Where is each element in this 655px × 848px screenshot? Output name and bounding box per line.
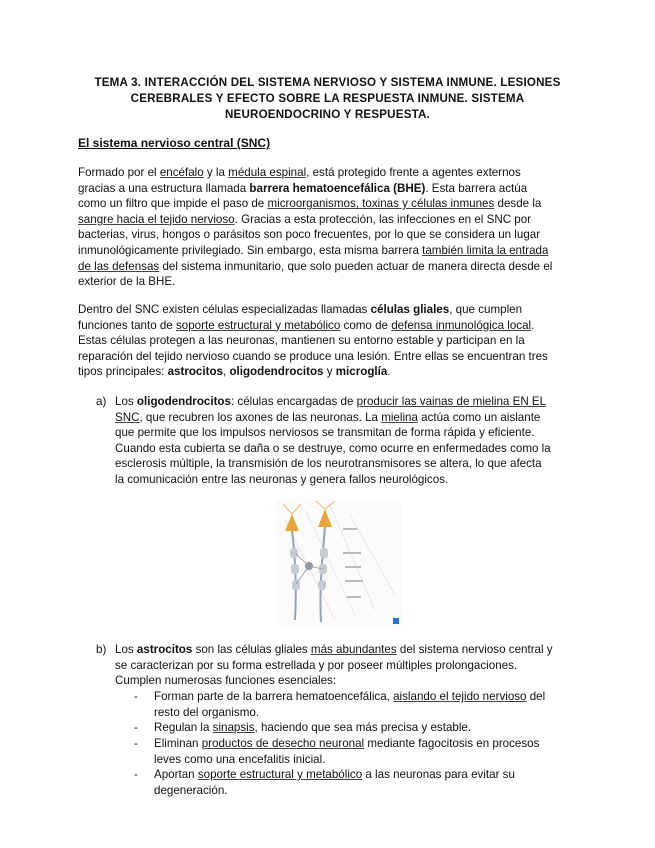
text-line: exterior de la BHE.: [78, 275, 176, 289]
sub-item: [154, 767, 515, 798]
text-line: SNC, que recubren los axones de las neuronas. La mielina actúa como un aislante: [115, 410, 541, 424]
text-line: Forman parte de la barrera hematoencefálica, aislando el tejido nervioso del: [154, 690, 546, 703]
oligodendrocyte-illustration: [275, 500, 402, 626]
neuron-diagram-image: [275, 500, 402, 626]
text-line: de las defensas del sistema inmunitario, que solo pueden actuar de manera directa desde el: [78, 259, 553, 273]
document-title: [82, 75, 573, 123]
underlined-term: más abundantes: [310, 643, 397, 656]
text-line: sangre hacia el tejido nervioso. Gracias a esta protección, las infecciones en el SNC por: [78, 212, 532, 226]
dash-marker: -: [134, 690, 138, 703]
list-marker: b): [96, 643, 107, 656]
text-line: Formado por el encéfalo y la médula espinal, está protegido frente a agentes externos: [78, 166, 521, 179]
title-line: NEUROENDOCRINO Y RESPUESTA.: [224, 108, 431, 121]
sub-item: [154, 736, 539, 767]
paragraph-bhe: [78, 165, 578, 290]
underlined-term: médula espinal: [228, 166, 307, 179]
underlined-term: producir las vainas de mielina EN EL: [356, 395, 547, 408]
bold-term: barrera hematoencefálica (BHE): [249, 181, 426, 195]
underlined-term: sinapsis: [212, 721, 255, 734]
bold-term: oligodendrocitos: [229, 365, 324, 379]
text-line: Los astrocitos son las células gliales más abundantes del sistema nervioso central y: [115, 643, 553, 656]
section-heading: El sistema nervioso central (SNC): [78, 136, 271, 150]
title-line: TEMA 3. INTERACCIÓN DEL SISTEMA NERVIOSO Y SISTEMA INMUNE. LESIONES: [94, 76, 561, 89]
text-line: se caracterizan por su forma estrellada y por poseer múltiples prolongaciones.: [115, 658, 518, 672]
text-line: Los oligodendrocitos: células encargadas de producir las vainas de mielina EN EL: [115, 395, 547, 408]
dash-marker: -: [134, 768, 138, 781]
text-line: bacterias, virus, hongos o parásitos son poco frecuentes, por lo que se considera un lugar: [78, 228, 541, 242]
title-line: CEREBRALES Y EFECTO SOBRE LA RESPUESTA INMUNE. SISTEMA: [130, 92, 525, 105]
text-line: Cuando esta cubierta se daña o se destruye, como ocurre en enfermedades como la: [115, 441, 551, 455]
text-line: resto del organismo.: [154, 705, 260, 719]
text-line: Eliminan productos de desecho neuronal mediante fagocitosis en procesos: [154, 737, 540, 750]
paragraph-glia: [78, 302, 578, 380]
underlined-term: soporte estructural y metabólico: [175, 318, 341, 332]
text-line: reparación del tejido nervioso cuando se produce una lesión. Entre ellas se encuentran tres: [78, 349, 548, 363]
underlined-term: también limita la entrada: [422, 243, 549, 257]
text-line: la comunicación entre las neuronas y genera fallos neurológicos.: [115, 472, 449, 486]
sub-item: [154, 720, 471, 736]
text-line: leves como una encefalitis inicial.: [154, 752, 326, 766]
underlined-term: microorganismos, toxinas y células inmunes: [267, 197, 495, 211]
underlined-term: defensa inmunológica local: [391, 318, 532, 332]
underlined-term: SNC: [115, 410, 140, 424]
text-line: tipos principales: astrocitos, oligodendrocitos y microglía.: [78, 365, 391, 379]
dash-marker: -: [134, 721, 138, 734]
underlined-term: soporte estructural y metabólico: [197, 768, 363, 781]
list-item-astrocitos: [115, 642, 575, 689]
underlined-term: mielina: [381, 410, 418, 424]
text-line: gracias a una estructura llamada barrera hematoencefálica (BHE). Esta barrera actúa: [78, 181, 528, 195]
underlined-term: aislando el tejido nervioso: [393, 690, 527, 703]
bold-term: astrocitos: [167, 365, 223, 379]
text-line: que permite que los impulsos nerviosos se transmitan de forma rápida y eficiente.: [115, 426, 535, 440]
underlined-term: sangre hacia el tejido nervioso: [78, 212, 235, 226]
text-line: Estas células protegen a las neuronas, mantienen su entorno estable y participan en la: [78, 334, 525, 348]
text-line: inmunológicamente privilegiado. Sin embargo, esta misma barrera también limita la entrada: [78, 243, 549, 257]
bold-term: astrocitos: [136, 643, 193, 656]
text-line: Cumplen numerosas funciones esenciales:: [115, 674, 337, 688]
text-line: esclerosis múltiple, la transmisión de los neurotransmisores se altera, lo que afecta: [115, 457, 542, 471]
list-marker: a): [96, 395, 107, 408]
underlined-term: productos de desecho neuronal: [201, 737, 365, 750]
text-line: degeneración.: [154, 783, 228, 797]
text-line: Regulan la sinapsis, haciendo que sea más precisa y estable.: [154, 721, 472, 734]
underlined-term: encéfalo: [159, 166, 204, 179]
text-line: Dentro del SNC existen células especializadas llamadas células gliales, que cumplen: [78, 303, 523, 316]
dash-marker: -: [134, 737, 138, 750]
underlined-term: de las defensas: [78, 259, 160, 273]
bold-term: microglía: [335, 365, 388, 379]
text-line: Aportan soporte estructural y metabólico a las neuronas para evitar su: [154, 768, 515, 781]
bold-term: oligodendrocitos: [136, 395, 231, 408]
bold-term: células gliales: [370, 303, 450, 316]
text-line: como un filtro que impide el paso de microorganismos, toxinas y células inmunes desde la: [78, 197, 542, 211]
text-line: funciones tanto de soporte estructural y metabólico como de defensa inmunológica local.: [78, 318, 535, 332]
list-item-oligodendrocitos: [115, 394, 575, 488]
sub-item: [154, 689, 545, 720]
